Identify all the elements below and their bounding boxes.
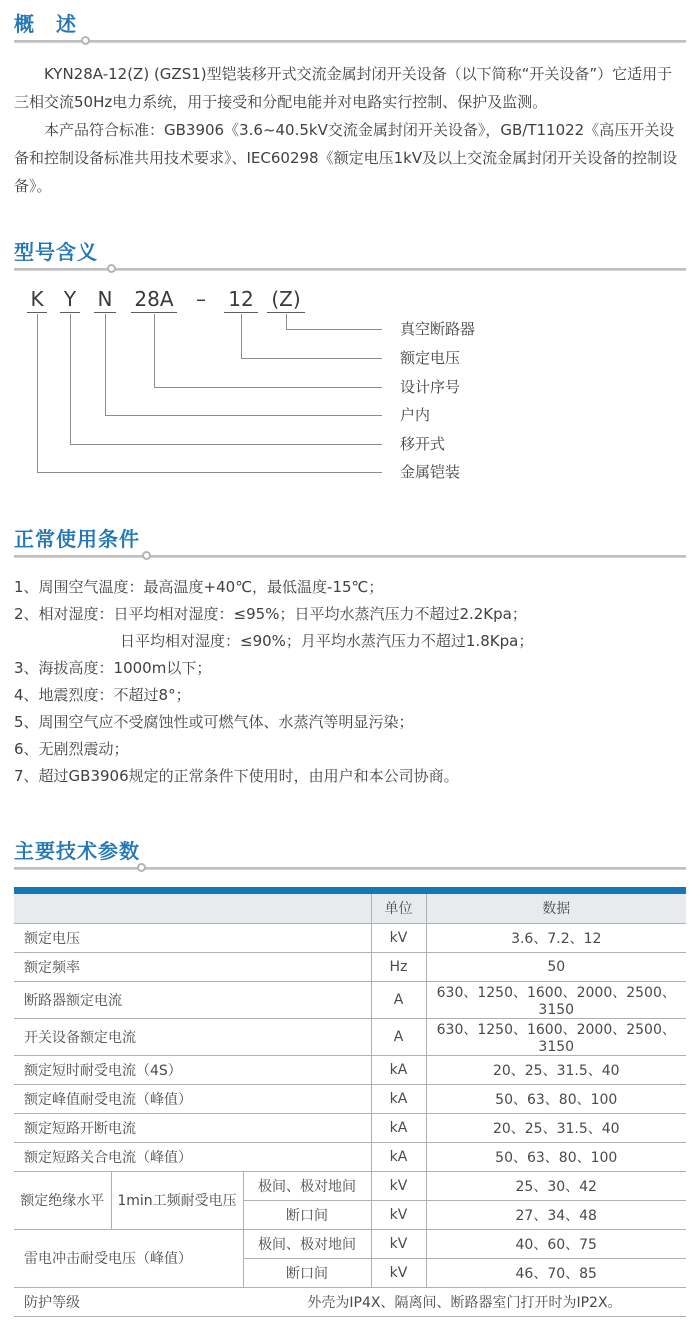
table-row xyxy=(14,952,686,981)
data-cell: 630、1250、1600、2000、2500、3150 xyxy=(426,1018,686,1055)
param-label-cell: 额定短时耐受电流（4S） xyxy=(24,1062,182,1079)
unit-cell: kV xyxy=(371,1200,426,1229)
data-cell: 40、60、75 xyxy=(426,1229,686,1258)
connector-line xyxy=(70,444,382,445)
unit-cell: kV xyxy=(371,1171,426,1200)
data-cell: 46、70、85 xyxy=(426,1258,686,1287)
data-cell: 25、30、42 xyxy=(426,1171,686,1200)
connector-line xyxy=(286,314,287,329)
param-label-cell: 额定频率 xyxy=(24,959,80,976)
table-row xyxy=(14,923,686,952)
model-part-28A: 28A xyxy=(131,289,177,313)
group-label-cell: 额定绝缘水平 xyxy=(20,1193,105,1209)
section-overview xyxy=(14,12,686,200)
data-cell: 27、34、48 xyxy=(426,1200,686,1229)
model-part-dash: – xyxy=(196,287,206,311)
param-label-cell: 防护等级 xyxy=(24,1294,80,1311)
branch-label: 额定电压 xyxy=(400,349,461,367)
unit-cell: kV xyxy=(371,1229,426,1258)
table-top-accent-bar xyxy=(14,887,686,894)
header-unit-cell: 单位 xyxy=(371,894,426,923)
scope-cell: 极间、极对地间 xyxy=(243,1229,371,1258)
section-model-meaning xyxy=(14,240,686,489)
list-item: 3、海拔高度：1000m以下； xyxy=(14,659,212,677)
connector-line xyxy=(241,358,382,359)
section-divider xyxy=(14,268,686,271)
param-label-cell: 额定短路开断电流 xyxy=(24,1120,136,1137)
model-designation-diagram xyxy=(14,289,686,489)
divider-knob-icon xyxy=(107,264,116,273)
branch-label: 设计序号 xyxy=(400,378,461,396)
table-row-insulation xyxy=(14,1171,686,1200)
scope-cell: 极间、极对地间 xyxy=(243,1171,371,1200)
param-label-cell: 开关设备额定电流 xyxy=(24,1029,136,1046)
branch-label: 移开式 xyxy=(400,435,446,453)
connector-line xyxy=(37,314,38,472)
param-label-cell: 额定电压 xyxy=(24,930,80,947)
divider-knob-icon xyxy=(142,551,151,560)
header-blank-cell xyxy=(14,894,371,923)
model-part-K: K xyxy=(27,289,47,313)
table-row xyxy=(14,1055,686,1084)
list-item: 6、无剧烈震动； xyxy=(14,740,129,758)
list-item: 2、相对湿度：日平均相对湿度：≤95%；日平均水蒸汽压力不超过2.2Kpa； xyxy=(14,605,527,623)
connector-line xyxy=(154,387,382,388)
unit-cell: kA xyxy=(371,1142,426,1171)
unit-cell: kV xyxy=(371,923,426,952)
model-part-Z: (Z) xyxy=(267,289,305,313)
connector-line xyxy=(241,314,242,358)
unit-cell: A xyxy=(371,1018,426,1055)
connector-line xyxy=(154,314,155,387)
divider-knob-icon xyxy=(81,36,90,45)
param-label-cell: 断路器额定电流 xyxy=(24,992,122,1009)
data-cell: 3.6、7.2、12 xyxy=(426,923,686,952)
table-row xyxy=(14,1113,686,1142)
connector-line xyxy=(286,329,382,330)
unit-cell: A xyxy=(371,981,426,1018)
overview-paragraph: 本产品符合标准：GB3906《3.6~40.5kV交流金属封闭开关设备》，GB/T11022《高压开关设备和控制设备标准共用技术要求》、IEC60298《额定电压1kV及以上交流金属封闭开关设备的控制设备》。 xyxy=(14,121,678,195)
group-label-cell: 雷电冲击耐受电压（峰值） xyxy=(24,1251,192,1267)
table-row-protection xyxy=(14,1287,686,1316)
unit-cell: kA xyxy=(371,1084,426,1113)
section-divider xyxy=(14,555,686,558)
parameters-table xyxy=(14,894,686,1317)
scope-cell: 断口间 xyxy=(243,1258,371,1287)
connector-line xyxy=(105,314,106,415)
list-item: 5、周围空气应不受腐蚀性或可燃气体、水蒸汽等明显污染； xyxy=(14,713,414,731)
section-divider xyxy=(14,867,686,870)
overview-title: 概 述 xyxy=(14,12,77,36)
table-header-row xyxy=(14,894,686,923)
data-cell: 50 xyxy=(426,952,686,981)
model-part-N: N xyxy=(94,289,116,313)
unit-cell: Hz xyxy=(371,952,426,981)
protection-value-cell: 外壳为IP4X、隔离间、断路器室门打开时为IP2X。 xyxy=(307,1294,622,1311)
section-technical-parameters xyxy=(14,839,686,1317)
branch-label: 金属铠装 xyxy=(400,463,461,481)
header-data-cell: 数据 xyxy=(426,894,686,923)
conditions-title: 正常使用条件 xyxy=(14,527,140,551)
section-divider xyxy=(14,40,686,43)
table-row-impulse xyxy=(14,1229,686,1258)
model-title: 型号含义 xyxy=(14,240,98,264)
data-cell: 50、63、80、100 xyxy=(426,1142,686,1171)
table-row xyxy=(14,981,686,1018)
data-cell: 20、25、31.5、40 xyxy=(426,1113,686,1142)
divider-knob-icon xyxy=(137,863,146,872)
table-row xyxy=(14,1142,686,1171)
connector-line xyxy=(105,415,382,416)
sub-label-cell: 1min工频耐受电压 xyxy=(111,1171,243,1229)
table-row xyxy=(14,1018,686,1055)
unit-cell: kA xyxy=(371,1055,426,1084)
section-operating-conditions xyxy=(14,527,686,790)
connector-line xyxy=(70,314,71,444)
overview-paragraph: KYN28A-12(Z) (GZS1)型铠装移开式交流金属封闭开关设备（以下简称“开关设备”）它适用于三相交流50Hz电力系统，用于接受和分配电能并对电路实行控制、保护及监测。 xyxy=(14,65,673,111)
data-cell: 50、63、80、100 xyxy=(426,1084,686,1113)
list-item: 7、超过GB3906规定的正常条件下使用时，由用户和本公司协商。 xyxy=(14,767,459,785)
connector-line xyxy=(37,472,382,473)
unit-cell: kV xyxy=(371,1258,426,1287)
model-part-Y: Y xyxy=(60,289,80,313)
list-item: 4、地震烈度：不超过8°； xyxy=(14,686,191,704)
scope-cell: 断口间 xyxy=(243,1200,371,1229)
unit-cell: kA xyxy=(371,1113,426,1142)
param-label-cell: 额定短路关合电流（峰值） xyxy=(24,1149,192,1166)
table-row xyxy=(14,1084,686,1113)
data-cell: 20、25、31.5、40 xyxy=(426,1055,686,1084)
parameters-title: 主要技术参数 xyxy=(14,839,140,863)
list-item: 1、周围空气温度：最高温度+40℃，最低温度-15℃； xyxy=(14,578,384,596)
conditions-list xyxy=(14,574,686,790)
list-item-continuation: 日平均相对湿度：≤90%；月平均水蒸汽压力不超过1.8Kpa； xyxy=(120,632,534,650)
data-cell: 630、1250、1600、2000、2500、3150 xyxy=(426,981,686,1018)
model-part-12: 12 xyxy=(224,289,258,313)
branch-label: 户内 xyxy=(400,406,431,424)
param-label-cell: 额定峰值耐受电流（峰值） xyxy=(24,1091,192,1108)
overview-paragraphs xyxy=(14,60,686,200)
branch-label: 真空断路器 xyxy=(400,320,476,338)
